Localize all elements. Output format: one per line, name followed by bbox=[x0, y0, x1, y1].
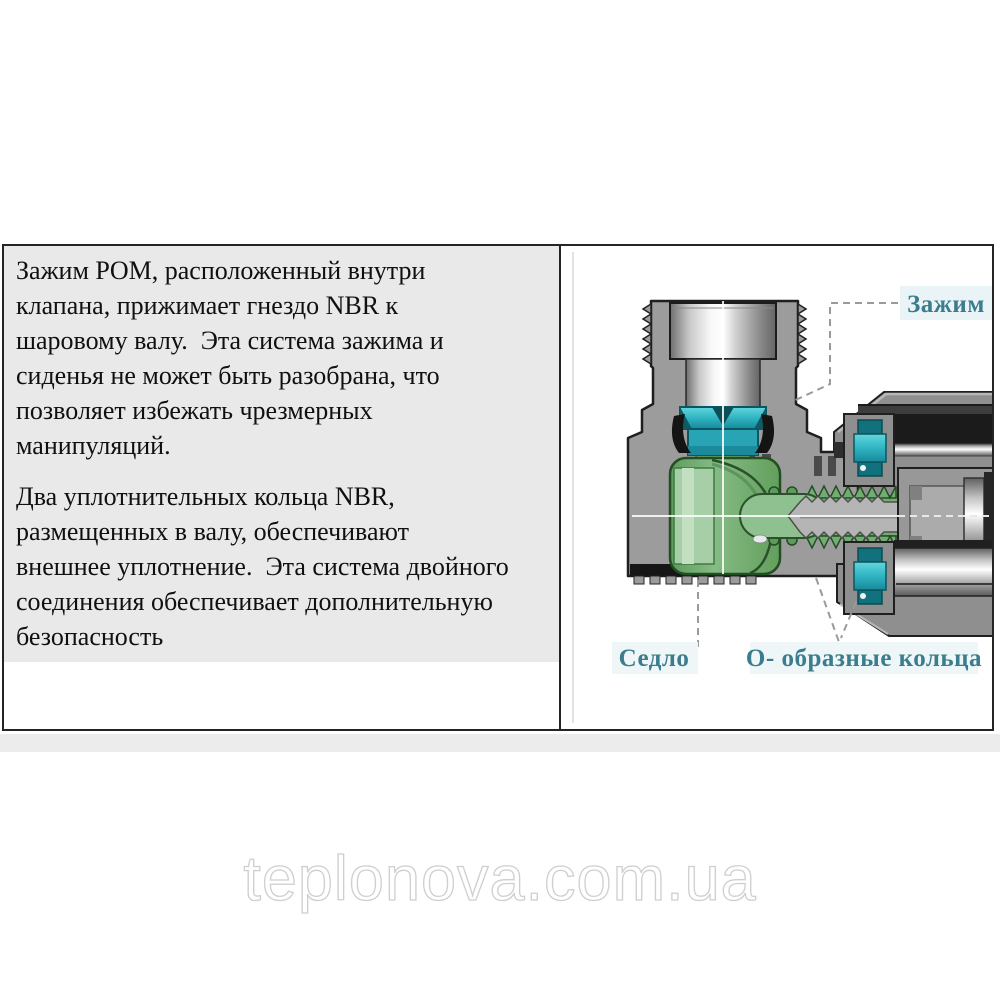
text-line: Зажим POM, расположенный внутри bbox=[16, 256, 426, 285]
watermark-text: teplonova.com.ua bbox=[243, 844, 757, 914]
leader-orings-1 bbox=[816, 578, 839, 642]
o-ring-top bbox=[844, 414, 894, 486]
stem-thread-right bbox=[798, 304, 806, 364]
text-line: безопасность bbox=[16, 622, 164, 651]
stem-thread-left bbox=[643, 304, 651, 364]
text-line: соединения обеспечивает дополнительную bbox=[16, 587, 493, 616]
description-cell bbox=[4, 246, 559, 729]
diagram-cell bbox=[562, 246, 992, 729]
text-line: шаровому валу. Эта система зажима и bbox=[16, 326, 444, 355]
text-line: позволяет избежать чрезмерных bbox=[16, 396, 373, 425]
table-shadow-strip bbox=[0, 734, 1000, 752]
text-line: Два уплотнительных кольца NBR, bbox=[16, 482, 395, 511]
text-line: манипуляций. bbox=[16, 431, 171, 460]
label-orings: О- образные кольца bbox=[745, 645, 983, 672]
text-line: внешнее уплотнение. Эта система двойного bbox=[16, 552, 509, 581]
label-seat: Седло bbox=[618, 645, 690, 672]
text-line: сиденья не может быть разобрана, что bbox=[16, 361, 440, 390]
table-divider bbox=[559, 244, 561, 731]
text-line: размещенных в валу, обеспечивают bbox=[16, 517, 409, 546]
valve-cutaway-diagram bbox=[562, 246, 992, 729]
paragraph-clamp bbox=[16, 253, 553, 463]
label-clamp: Зажим bbox=[907, 291, 985, 318]
description-text-block bbox=[4, 246, 559, 662]
o-ring-bottom bbox=[844, 542, 894, 614]
paragraph-orings bbox=[16, 479, 553, 654]
text-line: клапана, прижимает гнездо NBR к bbox=[16, 291, 399, 320]
